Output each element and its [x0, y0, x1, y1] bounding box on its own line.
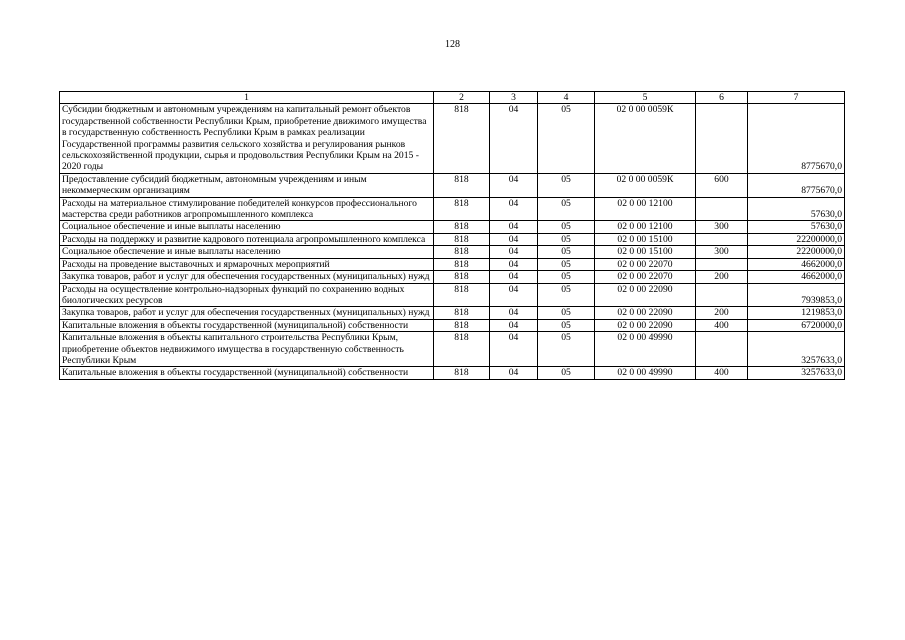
subsection-code-cell: 05 — [538, 246, 595, 258]
expense-type-cell: 300 — [696, 221, 748, 233]
ministry-code-cell: 818 — [434, 197, 490, 221]
expense-type-cell: 400 — [696, 319, 748, 331]
ministry-code-cell: 818 — [434, 283, 490, 307]
section-code-cell: 04 — [490, 246, 538, 258]
row-name-cell: Предоставление субсидий бюджетным, автономным учреждениям и иным некоммерческим организациям — [60, 173, 434, 197]
target-article-cell: 02 0 00 49990 — [595, 367, 696, 379]
page-number: 128 — [445, 39, 460, 50]
expense-type-cell: 200 — [696, 271, 748, 283]
ministry-code-cell: 818 — [434, 319, 490, 331]
row-name-cell: Закупка товаров, работ и услуг для обеспечения государственных (муниципальных) нужд — [60, 307, 434, 319]
amount-cell: 22200000,0 — [748, 233, 845, 245]
row-name-cell: Социальное обеспечение и иные выплаты населению — [60, 221, 434, 233]
expense-type-cell: 600 — [696, 173, 748, 197]
table-row — [60, 319, 845, 331]
row-name-cell: Расходы на осуществление контрольно-надзорных функций по сохранению водных биологических ресурсов — [60, 283, 434, 307]
row-name-cell: Закупка товаров, работ и услуг для обеспечения государственных (муниципальных) нужд — [60, 271, 434, 283]
amount-cell: 8775670,0 — [748, 104, 845, 173]
subsection-code-cell: 05 — [538, 307, 595, 319]
subsection-code-cell: 05 — [538, 319, 595, 331]
expense-type-cell — [696, 258, 748, 270]
amount-cell: 7939853,0 — [748, 283, 845, 307]
ministry-code-cell: 818 — [434, 332, 490, 367]
target-article-cell: 02 0 00 22070 — [595, 271, 696, 283]
target-article-cell: 02 0 00 49990 — [595, 332, 696, 367]
ministry-code-cell: 818 — [434, 246, 490, 258]
table-row — [60, 307, 845, 319]
amount-cell: 1219853,0 — [748, 307, 845, 319]
section-code-cell: 04 — [490, 197, 538, 221]
column-header: 2 — [434, 92, 490, 104]
expense-type-cell: 200 — [696, 307, 748, 319]
subsection-code-cell: 05 — [538, 283, 595, 307]
ministry-code-cell: 818 — [434, 271, 490, 283]
section-code-cell: 04 — [490, 307, 538, 319]
section-code-cell: 04 — [490, 367, 538, 379]
expense-type-cell — [696, 233, 748, 245]
target-article-cell: 02 0 00 0059К — [595, 173, 696, 197]
amount-cell: 57630,0 — [748, 221, 845, 233]
section-code-cell: 04 — [490, 173, 538, 197]
section-code-cell: 04 — [490, 332, 538, 367]
section-code-cell: 04 — [490, 258, 538, 270]
amount-cell: 8775670,0 — [748, 173, 845, 197]
expense-type-cell: 300 — [696, 246, 748, 258]
row-name-cell: Социальное обеспечение и иные выплаты населению — [60, 246, 434, 258]
expense-type-cell — [696, 283, 748, 307]
column-header: 7 — [748, 92, 845, 104]
ministry-code-cell: 818 — [434, 233, 490, 245]
target-article-cell: 02 0 00 15100 — [595, 233, 696, 245]
header-row — [60, 92, 845, 104]
section-code-cell: 04 — [490, 283, 538, 307]
subsection-code-cell: 05 — [538, 271, 595, 283]
ministry-code-cell: 818 — [434, 367, 490, 379]
amount-cell: 22200000,0 — [748, 246, 845, 258]
row-name-cell: Расходы на проведение выставочных и ярмарочных мероприятий — [60, 258, 434, 270]
amount-cell: 4662000,0 — [748, 258, 845, 270]
expense-type-cell — [696, 197, 748, 221]
table-row — [60, 173, 845, 197]
target-article-cell: 02 0 00 12100 — [595, 197, 696, 221]
subsection-code-cell: 05 — [538, 332, 595, 367]
amount-cell: 4662000,0 — [748, 271, 845, 283]
subsection-code-cell: 05 — [538, 367, 595, 379]
section-code-cell: 04 — [490, 104, 538, 173]
column-header: 3 — [490, 92, 538, 104]
target-article-cell: 02 0 00 15100 — [595, 246, 696, 258]
ministry-code-cell: 818 — [434, 173, 490, 197]
expense-type-cell — [696, 104, 748, 173]
subsection-code-cell: 05 — [538, 104, 595, 173]
amount-cell: 57630,0 — [748, 197, 845, 221]
amount-cell: 3257633,0 — [748, 367, 845, 379]
column-header: 4 — [538, 92, 595, 104]
table-row — [60, 233, 845, 245]
ministry-code-cell: 818 — [434, 307, 490, 319]
row-name-cell: Расходы на поддержку и развитие кадрового потенциала агропромышленного комплекса — [60, 233, 434, 245]
subsection-code-cell: 05 — [538, 258, 595, 270]
ministry-code-cell: 818 — [434, 258, 490, 270]
target-article-cell: 02 0 00 22090 — [595, 283, 696, 307]
row-name-cell: Субсидии бюджетным и автономным учреждениям на капитальный ремонт объектов государственной собственности Республики Крым, приобретение движимого имущества в государственную собственность Республики Крым в рамках реализации Государственной программы развития сельского хозяйства и регулирования рынков сельскохозяйственной продукции, сырья и продовольствия Республики Крым на 2015 - 2020 годы — [60, 104, 434, 173]
target-article-cell: 02 0 00 22090 — [595, 307, 696, 319]
row-name-cell: Капитальные вложения в объекты капитального строительства Республики Крым, приобретение объектов недвижимого имущества в государственную собственность Республики Крым — [60, 332, 434, 367]
ministry-code-cell: 818 — [434, 104, 490, 173]
subsection-code-cell: 05 — [538, 221, 595, 233]
column-header: 1 — [60, 92, 434, 104]
column-header: 6 — [696, 92, 748, 104]
row-name-cell: Капитальные вложения в объекты государственной (муниципальной) собственности — [60, 319, 434, 331]
budget-table — [59, 91, 845, 380]
table-row — [60, 283, 845, 307]
section-code-cell: 04 — [490, 271, 538, 283]
table-row — [60, 221, 845, 233]
column-header: 5 — [595, 92, 696, 104]
subsection-code-cell: 05 — [538, 197, 595, 221]
amount-cell: 6720000,0 — [748, 319, 845, 331]
ministry-code-cell: 818 — [434, 221, 490, 233]
table-row — [60, 197, 845, 221]
expense-type-cell: 400 — [696, 367, 748, 379]
subsection-code-cell: 05 — [538, 233, 595, 245]
table-row — [60, 258, 845, 270]
table-row — [60, 104, 845, 173]
section-code-cell: 04 — [490, 319, 538, 331]
section-code-cell: 04 — [490, 233, 538, 245]
table-row — [60, 332, 845, 367]
target-article-cell: 02 0 00 22070 — [595, 258, 696, 270]
table-row — [60, 271, 845, 283]
row-name-cell: Капитальные вложения в объекты государственной (муниципальной) собственности — [60, 367, 434, 379]
subsection-code-cell: 05 — [538, 173, 595, 197]
table-row — [60, 246, 845, 258]
expense-type-cell — [696, 332, 748, 367]
section-code-cell: 04 — [490, 221, 538, 233]
row-name-cell: Расходы на материальное стимулирование победителей конкурсов профессионального мастерства среди работников агропромышленного комплекса — [60, 197, 434, 221]
target-article-cell: 02 0 00 22090 — [595, 319, 696, 331]
table-row — [60, 367, 845, 379]
target-article-cell: 02 0 00 12100 — [595, 221, 696, 233]
amount-cell: 3257633,0 — [748, 332, 845, 367]
target-article-cell: 02 0 00 0059К — [595, 104, 696, 173]
